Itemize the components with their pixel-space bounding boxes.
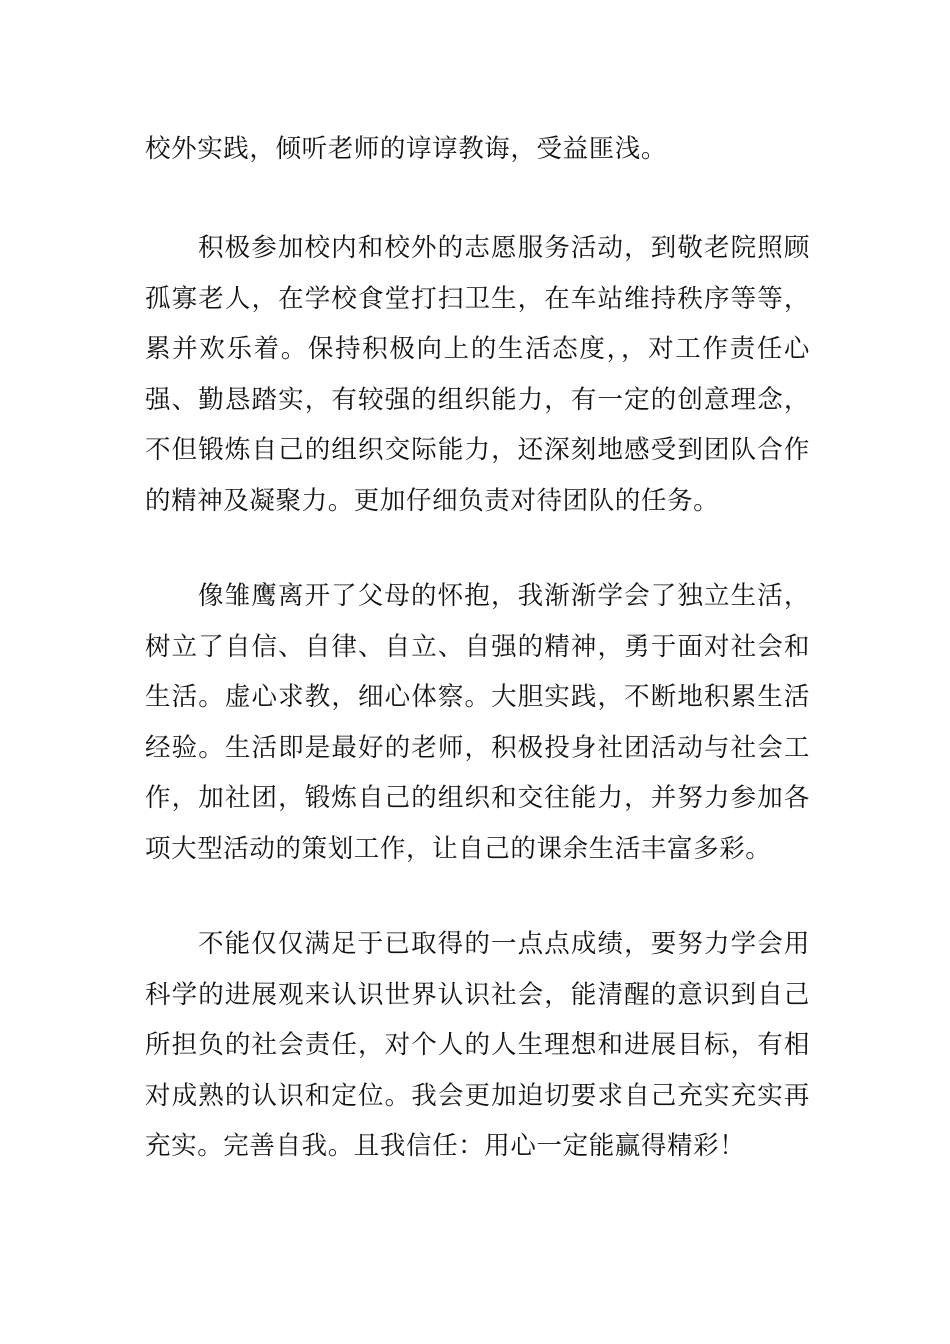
paragraph-3: 像雏鹰离开了父母的怀抱，我渐渐学会了独立生活，树立了自信、自律、自立、自强的精神，勇于面对社会和生活。虚心求教，细心体察。大胆实践，不断地积累生活经验。生活即是最好的老师，积极投身社团活动与社会工作，加社团，锻炼自己的组织和交往能力，并努力参加各项大型活动的策划工作，让自己的课余生活丰富多彩。 (145, 581, 810, 864)
paragraph-4: 不能仅仅满足于已取得的一点点成绩，要努力学会用科学的进展观来认识世界认识社会，能清醒的意识到自己所担负的社会责任，对个人的人生理想和进展目标，有相对成熟的认识和定位。我会更加迫切要求自己充实充实再充实。完善自我。且我信任：用心一定能赢得精彩！ (145, 929, 810, 1161)
paragraph-1: 校外实践，倾听老师的谆谆教诲，受益匪浅。 (145, 134, 668, 164)
paragraph-2: 积极参加校内和校外的志愿服务活动，到敬老院照顾孤寡老人，在学校食堂打扫卫生，在车站维持秩序等等，累并欢乐着。保持积极向上的生活态度，，对工作责任心强、勤恳踏实，有较强的组织能力，有一定的创意理念，不但锻炼自己的组织交际能力，还深刻地感受到团队合作的精神及凝聚力。更加仔细负责对待团队的任务。 (145, 233, 810, 516)
